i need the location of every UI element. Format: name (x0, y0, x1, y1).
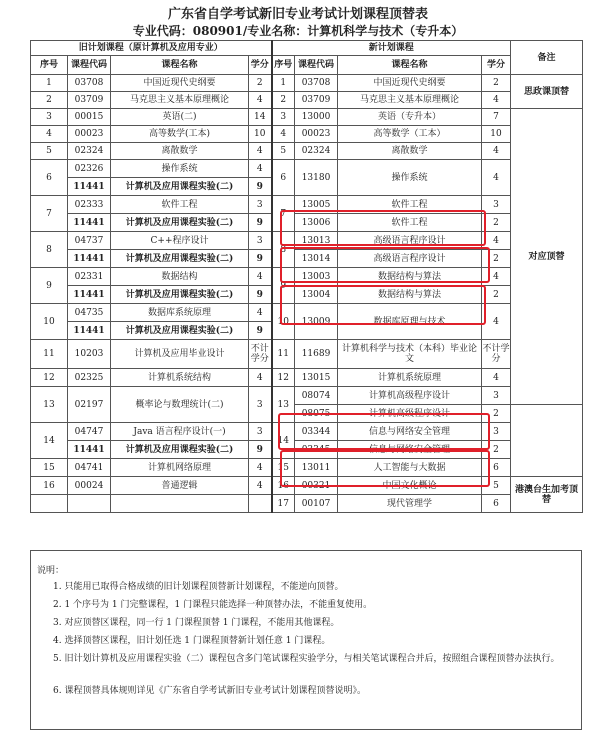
new-code: 11689 (295, 340, 338, 369)
new-code: 13180 (295, 160, 338, 196)
new-name: 软件工程 (338, 214, 482, 232)
new-seq: 17 (272, 495, 295, 513)
old-name: 计算机及应用毕业设计 (111, 340, 249, 369)
new-name: 英语（专升本） (338, 109, 482, 126)
new-seq: 16 (272, 477, 295, 495)
old-credit: 9 (249, 322, 272, 340)
old-code: 11441 (68, 214, 111, 232)
old-name: 计算机及应用课程实验(二) (111, 286, 249, 304)
old-credit: 2 (249, 75, 272, 92)
table-row (31, 109, 583, 126)
old-code: 02333 (68, 196, 111, 214)
old-name: 计算机及应用课程实验(二) (111, 214, 249, 232)
old-credit: 4 (249, 92, 272, 109)
old-credit: 9 (249, 250, 272, 268)
old-code-empty (68, 495, 111, 513)
note-line: 2. 1 个序号为 1 门完整课程，1 门课程只能选择一种顶替办法，不能重复使用。 (53, 600, 373, 610)
old-code: 11441 (68, 441, 111, 459)
old-credit: 14 (249, 109, 272, 126)
new-credit: 7 (482, 109, 511, 126)
old-seq: 13 (31, 387, 68, 423)
remark-corresponding: 对应顶替 (511, 109, 583, 405)
new-seq: 7 (272, 196, 295, 232)
new-credit: 2 (482, 441, 511, 459)
new-seq: 10 (272, 304, 295, 340)
col-header-credit: 学分 (482, 56, 511, 75)
old-code: 00024 (68, 477, 111, 495)
old-code: 10203 (68, 340, 111, 369)
new-name: 中国近现代史纲要 (338, 75, 482, 92)
new-credit: 4 (482, 92, 511, 109)
old-credit: 9 (249, 178, 272, 196)
new-plan-header: 新计划课程 (272, 41, 511, 56)
new-seq: 2 (272, 92, 295, 109)
new-seq: 12 (272, 369, 295, 387)
new-code: 13014 (295, 250, 338, 268)
new-credit: 10 (482, 126, 511, 143)
old-name: 中国近现代史纲要 (111, 75, 249, 92)
highlight-box-9 (280, 285, 486, 325)
new-name: 马克思主义基本原理概论 (338, 92, 482, 109)
old-name: 计算机系统结构 (111, 369, 249, 387)
highlight-box-13 (278, 413, 490, 450)
old-seq: 9 (31, 268, 68, 304)
new-code: 13003 (295, 268, 338, 286)
notes-title: 说明： (37, 566, 65, 576)
highlight-box-14 (280, 450, 490, 487)
new-seq: 6 (272, 160, 295, 196)
new-name: 高级语言程序设计 (338, 250, 482, 268)
old-name: 高等数学(工本) (111, 126, 249, 143)
remark-ideology: 思政课顶替 (511, 75, 583, 109)
old-credit: 3 (249, 387, 272, 423)
new-seq: 14 (272, 423, 295, 459)
new-name: 中国文化概论 (338, 477, 482, 495)
new-credit: 5 (482, 477, 511, 495)
notes-section (30, 550, 582, 730)
highlight-box-8 (280, 247, 490, 283)
old-credit: 4 (249, 143, 272, 160)
new-code: 13011 (295, 459, 338, 477)
old-seq: 12 (31, 369, 68, 387)
old-credit: 4 (249, 369, 272, 387)
old-name: 概率论与数理统计(二) (111, 387, 249, 423)
new-credit: 4 (482, 232, 511, 250)
table-row (31, 369, 583, 387)
new-name: 数据库原理与技术 (338, 304, 482, 340)
old-code: 03708 (68, 75, 111, 92)
new-code: 13000 (295, 109, 338, 126)
old-credit: 4 (249, 268, 272, 286)
old-name: 操作系统 (111, 160, 249, 178)
new-seq: 4 (272, 126, 295, 143)
old-code: 11441 (68, 250, 111, 268)
new-code: 03345 (295, 441, 338, 459)
new-credit: 6 (482, 459, 511, 477)
new-name: 软件工程 (338, 196, 482, 214)
old-name: 计算机及应用课程实验(二) (111, 441, 249, 459)
note-line: 5. 旧计划计算机及应用课程实验（二）课程包含多门笔试课程实验学分，与相关笔试课程合并后，按照组合课程顶替办法执行。 (53, 654, 560, 664)
old-seq: 7 (31, 196, 68, 232)
new-seq: 8 (272, 232, 295, 268)
old-seq: 8 (31, 232, 68, 268)
old-code: 11441 (68, 286, 111, 304)
new-name: 计算机科学与技术（本科）毕业论文 (338, 340, 482, 369)
new-code: 13004 (295, 286, 338, 304)
new-code: 00023 (295, 126, 338, 143)
new-code: 03709 (295, 92, 338, 109)
old-credit: 3 (249, 196, 272, 214)
old-credit: 3 (249, 232, 272, 250)
old-name: 计算机及应用课程实验(二) (111, 322, 249, 340)
new-code: 13005 (295, 196, 338, 214)
new-name: 数据结构与算法 (338, 268, 482, 286)
new-credit: 4 (482, 268, 511, 286)
old-name-empty (111, 495, 249, 513)
new-name: 操作系统 (338, 160, 482, 196)
old-name: Java 语言程序设计(一) (111, 423, 249, 441)
new-credit: 2 (482, 214, 511, 232)
new-name: 离散数学 (338, 143, 482, 160)
old-code: 02325 (68, 369, 111, 387)
new-code: 03344 (295, 423, 338, 441)
old-credit: 9 (249, 214, 272, 232)
highlight-box-7 (280, 210, 486, 246)
note-line: 3. 对应顶替区课程，同一行 1 门课程顶替 1 门课程，不能用其他课程。 (53, 618, 340, 628)
old-credit: 4 (249, 304, 272, 322)
new-credit: 3 (482, 387, 511, 405)
old-credit: 4 (249, 477, 272, 495)
old-code: 04741 (68, 459, 111, 477)
old-credit: 9 (249, 286, 272, 304)
new-name: 数据结构与算法 (338, 286, 482, 304)
new-code: 02324 (295, 143, 338, 160)
new-name: 信息与网络安全管理 (338, 441, 482, 459)
new-code: 00107 (295, 495, 338, 513)
old-code: 11441 (68, 178, 111, 196)
col-header-seq: 序号 (31, 56, 68, 75)
new-credit: 3 (482, 196, 511, 214)
old-credit-empty (249, 495, 272, 513)
table-row (31, 75, 583, 92)
old-seq-empty (31, 495, 68, 513)
old-credit: 不计学分 (249, 340, 272, 369)
old-seq: 6 (31, 160, 68, 196)
old-name: 英语(二) (111, 109, 249, 126)
old-code: 04735 (68, 304, 111, 322)
old-code: 04737 (68, 232, 111, 250)
table-row (31, 92, 583, 109)
note-line: 6. 课程顶替具体规则详见《广东省自学考试新旧专业考试计划课程顶替说明》。 (53, 686, 366, 696)
new-code: 08074 (295, 387, 338, 405)
old-name: 数据结构 (111, 268, 249, 286)
old-seq: 4 (31, 126, 68, 143)
new-code: 13006 (295, 214, 338, 232)
new-name: 现代管理学 (338, 495, 482, 513)
table-row (31, 495, 583, 513)
old-name: 计算机及应用课程实验(二) (111, 250, 249, 268)
new-seq: 3 (272, 109, 295, 126)
old-plan-header: 旧计划课程（原计算机及应用专业） (31, 41, 272, 56)
old-code: 00015 (68, 109, 111, 126)
table-row (31, 160, 583, 178)
page-subtitle: 专业代码：080901/专业名称：计算机科学与技术（专升本） (132, 24, 464, 38)
new-name: 高级语言程序设计 (338, 232, 482, 250)
new-credit: 6 (482, 495, 511, 513)
table-row (31, 340, 583, 369)
note-line: 1. 只能用已取得合格成绩的旧计划课程顶替新计划课程，不能逆向顶替。 (53, 582, 344, 592)
old-name: 计算机网络原理 (111, 459, 249, 477)
old-code: 02324 (68, 143, 111, 160)
old-code: 02326 (68, 160, 111, 178)
page-title: 广东省自学考试新旧专业考试计划课程顶替表 (167, 7, 428, 22)
old-credit: 4 (249, 459, 272, 477)
old-code: 02331 (68, 268, 111, 286)
old-seq: 5 (31, 143, 68, 160)
old-seq: 10 (31, 304, 68, 340)
new-code: 13013 (295, 232, 338, 250)
new-name: 计算机系统原理 (338, 369, 482, 387)
remark-hk-macau-taiwan: 港澳台生加考顶替 (511, 477, 583, 513)
old-credit: 9 (249, 441, 272, 459)
new-name: 计算机高级程序设计 (338, 387, 482, 405)
old-credit: 10 (249, 126, 272, 143)
old-seq: 3 (31, 109, 68, 126)
new-name: 高等数学（工本） (338, 126, 482, 143)
old-seq: 2 (31, 92, 68, 109)
new-name: 人工智能与大数据 (338, 459, 482, 477)
new-seq: 5 (272, 143, 295, 160)
new-code: 13009 (295, 304, 338, 340)
old-seq: 15 (31, 459, 68, 477)
new-credit: 2 (482, 250, 511, 268)
new-name: 信息与网络安全管理 (338, 423, 482, 441)
table-row (31, 387, 583, 405)
table-row (31, 143, 583, 160)
new-code: 08075 (295, 405, 338, 423)
table-row (31, 126, 583, 143)
old-name: 马克思主义基本原理概论 (111, 92, 249, 109)
new-credit: 3 (482, 423, 511, 441)
col-header-credit: 学分 (249, 56, 272, 75)
new-credit: 2 (482, 75, 511, 92)
new-name: 计算机高级程序设计 (338, 405, 482, 423)
old-code: 02197 (68, 387, 111, 423)
col-header-code: 课程代码 (68, 56, 111, 75)
new-seq: 9 (272, 268, 295, 304)
old-name: 软件工程 (111, 196, 249, 214)
new-credit: 2 (482, 286, 511, 304)
col-header-code: 课程代码 (295, 56, 338, 75)
old-code: 03709 (68, 92, 111, 109)
old-seq: 1 (31, 75, 68, 92)
col-header-name: 课程名称 (111, 56, 249, 75)
new-code: 13015 (295, 369, 338, 387)
old-credit: 4 (249, 160, 272, 178)
old-name: 数据库系统原理 (111, 304, 249, 322)
old-name: C++程序设计 (111, 232, 249, 250)
old-name: 计算机及应用课程实验(二) (111, 178, 249, 196)
note-line: 4. 选择顶替区课程，旧计划任选 1 门课程顶替新计划任意 1 门课程。 (53, 636, 331, 646)
new-code: 00321 (295, 477, 338, 495)
col-header-name: 课程名称 (338, 56, 482, 75)
new-seq: 13 (272, 387, 295, 423)
old-credit: 3 (249, 423, 272, 441)
old-code: 00023 (68, 126, 111, 143)
old-code: 11441 (68, 322, 111, 340)
new-credit: 4 (482, 369, 511, 387)
remarks-header: 备注 (511, 41, 583, 75)
new-credit: 4 (482, 143, 511, 160)
old-seq: 11 (31, 340, 68, 369)
new-credit: 4 (482, 160, 511, 196)
new-code: 03708 (295, 75, 338, 92)
new-seq: 11 (272, 340, 295, 369)
old-seq: 16 (31, 477, 68, 495)
new-credit: 4 (482, 304, 511, 340)
new-seq: 15 (272, 459, 295, 477)
old-name: 普通逻辑 (111, 477, 249, 495)
new-seq: 1 (272, 75, 295, 92)
col-header-seq: 序号 (272, 56, 295, 75)
new-credit: 2 (482, 405, 511, 423)
old-code: 04747 (68, 423, 111, 441)
old-seq: 14 (31, 423, 68, 459)
new-credit: 不计学分 (482, 340, 511, 369)
old-name: 离散数学 (111, 143, 249, 160)
